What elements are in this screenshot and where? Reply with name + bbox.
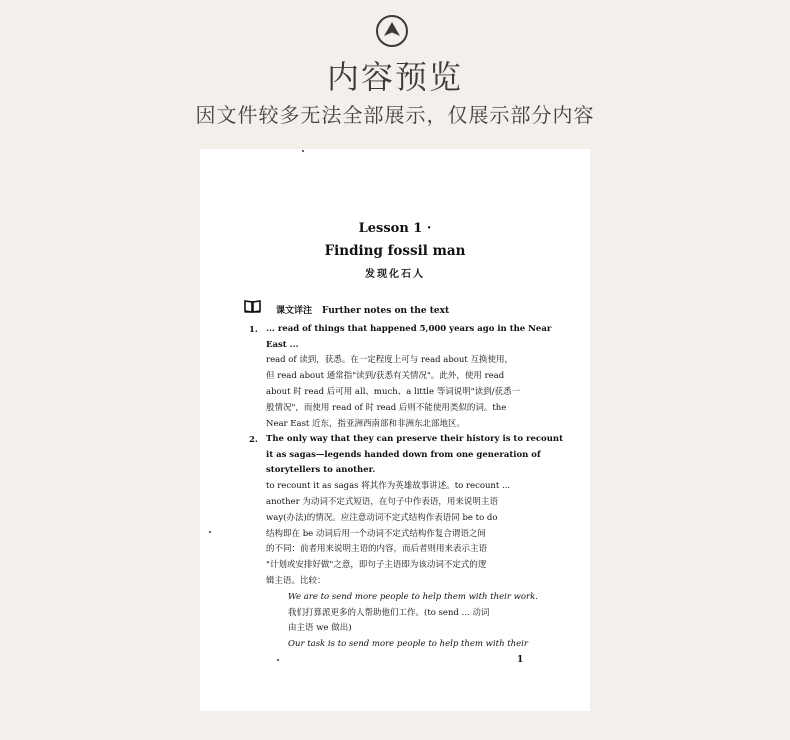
- lesson-title: Finding fossil man: [324, 243, 466, 259]
- note-line: 辑主语。比较：: [266, 576, 326, 586]
- book-icon: [244, 300, 261, 313]
- note-line: read of 读到，获悉。在一定程度上可与 read about 互换使用，: [266, 355, 513, 365]
- scan-speck: [209, 531, 211, 533]
- lesson-number: Lesson 1 ·: [358, 221, 432, 236]
- note-line: 的不同：前者用来说明主语的内容，而后者则用来表示主语: [266, 544, 488, 554]
- preview-subtitle: 因文件较多无法全部展示，仅展示部分内容: [195, 103, 595, 127]
- note-line: 但 read about 通常指"读到/获悉有关情况"。此外，使用 read: [266, 371, 505, 381]
- note-line: 般情况"，而使用 read of 时 read 后则不能使用类似的词。the: [266, 403, 507, 413]
- note-line: another 为动词不定式短语，在句子中作表语，用来说明主语: [266, 497, 498, 507]
- lesson-title-cn: 发现化石人: [365, 269, 425, 280]
- note-line: 结构即在 be 动词后用一个动词不定式结构作复合谓语之间: [266, 529, 486, 539]
- note-line: way(办法)的情况。应注意动词不定式结构作表语同 be to do: [266, 513, 498, 523]
- page-number: 1: [517, 655, 524, 665]
- note-line: storytellers to another.: [266, 465, 376, 475]
- example-line: 我们打算派更多的人帮助他们工作。(to send ... 动词: [288, 608, 490, 618]
- note-line: Near East 近东，指亚洲西南部和非洲东北部地区。: [266, 419, 466, 429]
- example-line: 由主语 we 做出): [288, 623, 352, 633]
- note-number: 2.: [249, 435, 258, 445]
- note-line: it as sagas—legends handed down from one generation of: [266, 450, 541, 460]
- section-heading: 课文详注 Further notes on the text: [276, 306, 450, 316]
- note-line: to recount it as sagas 将其作为英雄故事讲述。to recount ...: [266, 481, 511, 491]
- up-arrow-circle-icon: [375, 14, 409, 48]
- note-line: The only way that they can preserve their history is to recount: [266, 434, 564, 444]
- example-line: Our task is to send more people to help them with their: [288, 639, 528, 649]
- document-page: [200, 149, 590, 711]
- note-number: 1.: [249, 325, 258, 335]
- note-line: "计划或安排好做"之意，即句子主语即为该动词不定式的逻: [266, 560, 487, 570]
- scan-speck: [302, 150, 304, 152]
- note-line: about 时 read 后可用 all、much、a little 等词说明"读到/获悉一: [266, 387, 520, 397]
- note-line: East ...: [266, 340, 299, 350]
- example-line: We are to send more people to help them with their work.: [288, 592, 538, 602]
- preview-title: 内容预览: [326, 58, 463, 96]
- note-line: ... read of things that happened 5,000 years ago in the Near: [266, 324, 552, 334]
- scan-speck: [277, 659, 279, 661]
